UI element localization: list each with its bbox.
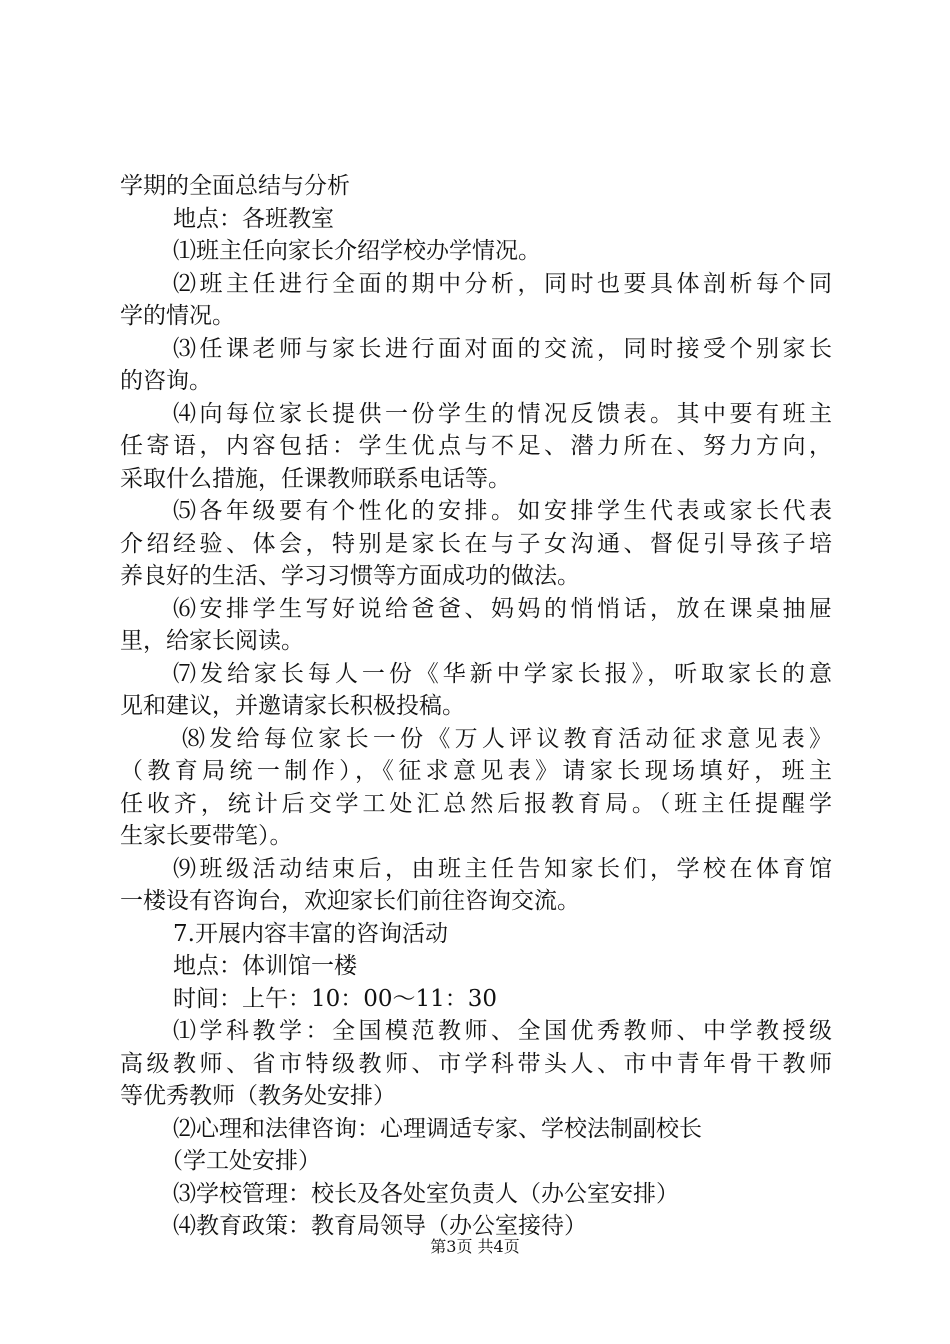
document-body <box>120 170 832 1243</box>
list-item-7: ⑺发给家长每人一份《华新中学家长报》，听取家长的意 <box>173 660 832 687</box>
text-line: （学工处安排） <box>160 1148 321 1174</box>
page-number: 第3页 共4页 <box>430 1237 520 1256</box>
text-line: 生家长要带笔）。 <box>120 823 293 849</box>
list-item-3: ⑶任课老师与家长进行面对面的交流，同时接受个别家长 <box>173 335 832 362</box>
text-line: 介绍经验、体会，特别是家长在与子女沟通、督促引导孩子培 <box>120 530 832 557</box>
text-line: （教育局统一制作），《征求意见表》请家长现场填好，班主 <box>120 758 832 784</box>
list-item-1: ⑴班主任向家长介绍学校办学情况。 <box>173 238 541 264</box>
text-line: 地点：各班教室 <box>173 205 334 232</box>
list-item-2: ⑵心理和法律咨询：心理调适专家、学校法制副校长 <box>173 1115 702 1142</box>
text-line: 任收齐，统计后交学工处汇总然后报教育局。（班主任提醒学 <box>120 790 832 817</box>
list-item-2: ⑵班主任进行全面的期中分析，同时也要具体剖析每个同 <box>173 270 832 297</box>
list-item-1: ⑴学科教学：全国模范教师、全国优秀教师、中学教授级 <box>173 1018 832 1044</box>
list-item-3: ⑶学校管理：校长及各处室负责人（办公室安排） <box>173 1180 679 1207</box>
text-line: 高级教师、省市特级教师、市学科带头人、市中青年骨干教师 <box>120 1050 832 1077</box>
list-item-9: ⑼班级活动结束后，由班主任告知家长们，学校在体育馆 <box>173 855 832 882</box>
text-line: 地点：体训馆一楼 <box>173 953 357 979</box>
list-item-4: ⑷教育政策：教育局领导（办公室接待） <box>173 1213 587 1239</box>
text-line: 见和建议，并邀请家长积极投稿。 <box>120 693 465 719</box>
list-item-4: ⑷向每位家长提供一份学生的情况反馈表。其中要有班主 <box>173 400 832 427</box>
text-line: 采取什么措施，任课教师联系电话等。 <box>120 465 511 492</box>
text-line: 等优秀教师（教务处安排） <box>120 1083 396 1109</box>
list-item-6: ⑹安排学生写好说给爸爸、妈妈的悄悄话，放在课桌抽屉 <box>173 595 832 622</box>
text-line: 养良好的生活、学习习惯等方面成功的做法。 <box>120 563 580 589</box>
text-line: 一楼设有咨询台，欢迎家长们前往咨询交流。 <box>120 888 580 914</box>
section-heading: 7.开展内容丰富的咨询活动 <box>173 920 448 947</box>
text-line: 任寄语，内容包括：学生优点与不足、潜力所在、努力方向， <box>120 433 832 459</box>
list-item-5: ⑸各年级要有个性化的安排。如安排学生代表或家长代表 <box>173 498 832 524</box>
text-line: 学的情况。 <box>120 303 235 329</box>
list-item-8: ⑻发给每位家长一份《万人评议教育活动征求意见表》 <box>182 725 832 752</box>
text-line: 的咨询。 <box>120 368 212 394</box>
text-line: 里，给家长阅读。 <box>120 628 304 654</box>
text-line: 学期的全面总结与分析 <box>120 173 350 199</box>
text-line: 时间：上午：10：00～11：30 <box>173 985 498 1012</box>
